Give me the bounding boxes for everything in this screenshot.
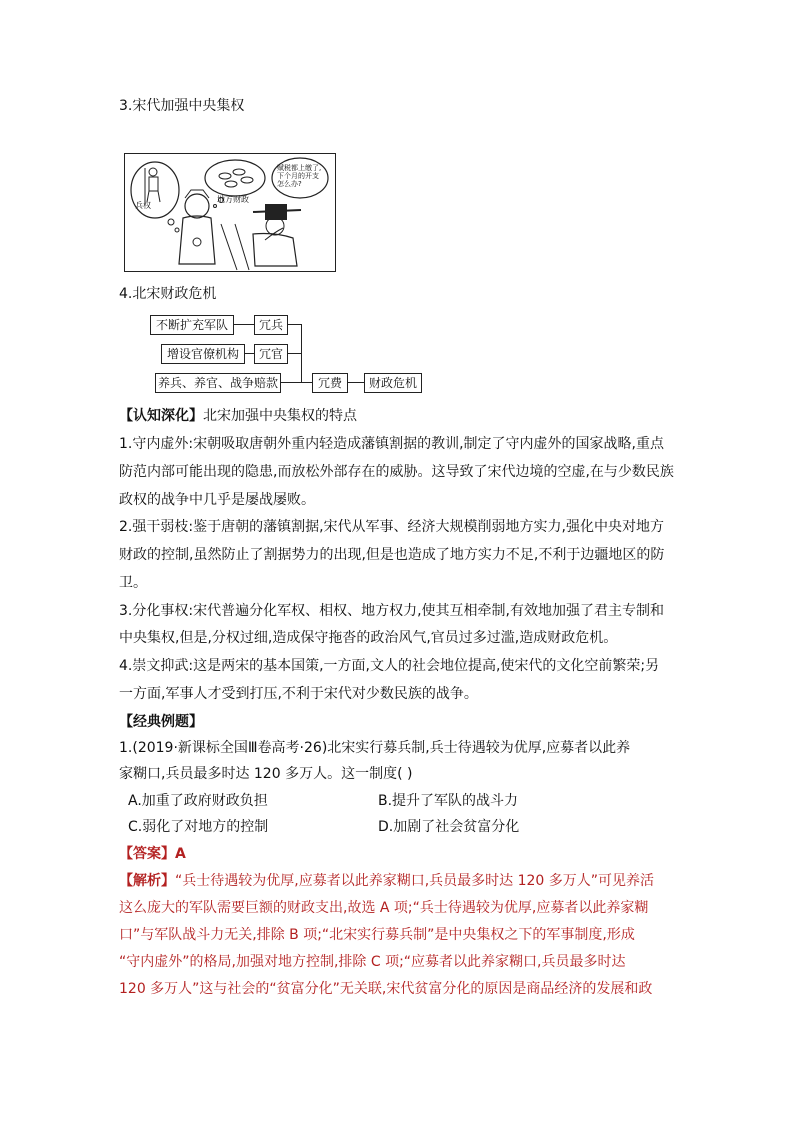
paragraph-line: 中央集权,但是,分权过细,造成保守拖沓的政治风气,官员过多过滥,造成财政危机。 xyxy=(119,630,618,646)
question-line: 1.(2019·新课标全国Ⅲ卷高考·26)北宋实行募兵制,兵士待遇较为优厚,应募者以此养 xyxy=(119,740,631,756)
deepen-heading xyxy=(119,406,357,426)
paragraph-line: 2.强干弱枝:鉴于唐朝的藩镇割据,宋代从军事、经济大规模削弱地方实力,强化中央对地方 xyxy=(119,519,664,535)
paragraph-line: 防范内部可能出现的隐患,而放松外部存在的威胁。这导致了宋代边境的空虚,在与少数民族 xyxy=(119,464,674,480)
analysis-line: 120 多万人”这与社会的“贫富分化”无关联,宋代贫富分化的原因是商品经济的发展和政 xyxy=(119,981,653,997)
deepen-heading-label: 【认知深化】 xyxy=(119,408,203,424)
paragraph-line: 3.分化事权:宋代普遍分化军权、相权、地方权力,使其互相牵制,有效地加强了君主专制和 xyxy=(119,603,664,619)
flow-box-redundant-troops: 冗兵 xyxy=(254,315,288,335)
bubble-line: 赋税都上缴了, xyxy=(277,164,322,172)
question-line: 家糊口,兵员最多时达 120 多万人。这一制度( ) xyxy=(119,766,413,782)
bubble-line: 怎么办? xyxy=(277,180,302,188)
flow-connector xyxy=(347,382,364,383)
option-a: A.加重了政府财政负担 xyxy=(128,793,268,809)
flow-box-add-bureaucracy: 增设官僚机构 xyxy=(161,344,245,364)
flow-box-expand-army: 不断扩充军队 xyxy=(150,315,234,335)
option-c: C.弱化了对地方的控制 xyxy=(128,819,269,835)
analysis-line: 这么庞大的军队需要巨额的财政支出,故选 A 项;“兵士待遇较为优厚,应募者以此养家糊 xyxy=(119,900,649,916)
analysis-line xyxy=(119,871,654,891)
deepen-heading-text: 北宋加强中央集权的特点 xyxy=(203,408,357,424)
option-b: B.提升了军队的战斗力 xyxy=(378,793,519,809)
flow-connector xyxy=(287,324,301,325)
section4-title: 4.北宋财政危机 xyxy=(119,286,217,302)
answer-line xyxy=(119,844,186,864)
flow-connector xyxy=(244,353,254,354)
flow-box-redundant-officials: 冗官 xyxy=(254,344,288,364)
bubble-line: 下个月的开支 xyxy=(277,172,319,180)
cartoon-label-army: 兵权 xyxy=(135,201,151,210)
flow-connector xyxy=(280,382,312,383)
flow-box-fiscal-crisis: 财政危机 xyxy=(364,373,422,393)
paragraph-line: 政权的战争中几乎是屡战屡败。 xyxy=(119,492,315,508)
paragraph-line: 一方面,军事人才受到打压,不利于宋代对少数民族的战争。 xyxy=(119,686,478,702)
paragraph-line: 卫。 xyxy=(119,575,147,591)
answer-value: A xyxy=(175,846,186,862)
flow-box-redundant-costs: 冗费 xyxy=(312,373,348,393)
flow-connector xyxy=(301,324,302,383)
analysis-label: 【解析】 xyxy=(119,873,175,889)
section3-title: 3.宋代加强中央集权 xyxy=(119,98,245,114)
analysis-line: 口”与军队战斗力无关,排除 B 项;“北宋实行募兵制”是中央集权之下的军事制度,形成 xyxy=(119,927,635,943)
option-d: D.加剧了社会贫富分化 xyxy=(378,819,520,835)
analysis-line: “守内虚外”的格局,加强对地方控制,排除 C 项;“应募者以此养家糊口,兵员最多时达 xyxy=(119,954,626,970)
cartoon-label-finance: 地方财政 xyxy=(217,195,249,204)
paragraph-line: 4.崇文抑武:这是两宋的基本国策,一方面,文人的社会地位提高,使宋代的文化空前繁荣;另 xyxy=(119,658,660,674)
flow-box-costs: 养兵、养官、战争赔款 xyxy=(155,373,281,393)
cartoon-bubble-text xyxy=(277,164,321,188)
answer-label: 【答案】 xyxy=(119,846,175,862)
cartoon-illustration xyxy=(124,153,336,272)
paragraph-line: 财政的控制,虽然防止了割据势力的出现,但是也造成了地方实力不足,不利于边疆地区的防 xyxy=(119,547,665,563)
analysis-text: “兵士待遇较为优厚,应募者以此养家糊口,兵员最多时达 120 多万人”可见养活 xyxy=(175,873,655,889)
paragraph-line: 1.守内虚外:宋朝吸取唐朝外重内轻造成藩镇割据的教训,制定了守内虚外的国家战略,重点 xyxy=(119,436,664,452)
flow-connector xyxy=(287,353,301,354)
flow-connector xyxy=(233,324,254,325)
example-heading: 【经典例题】 xyxy=(119,714,203,730)
